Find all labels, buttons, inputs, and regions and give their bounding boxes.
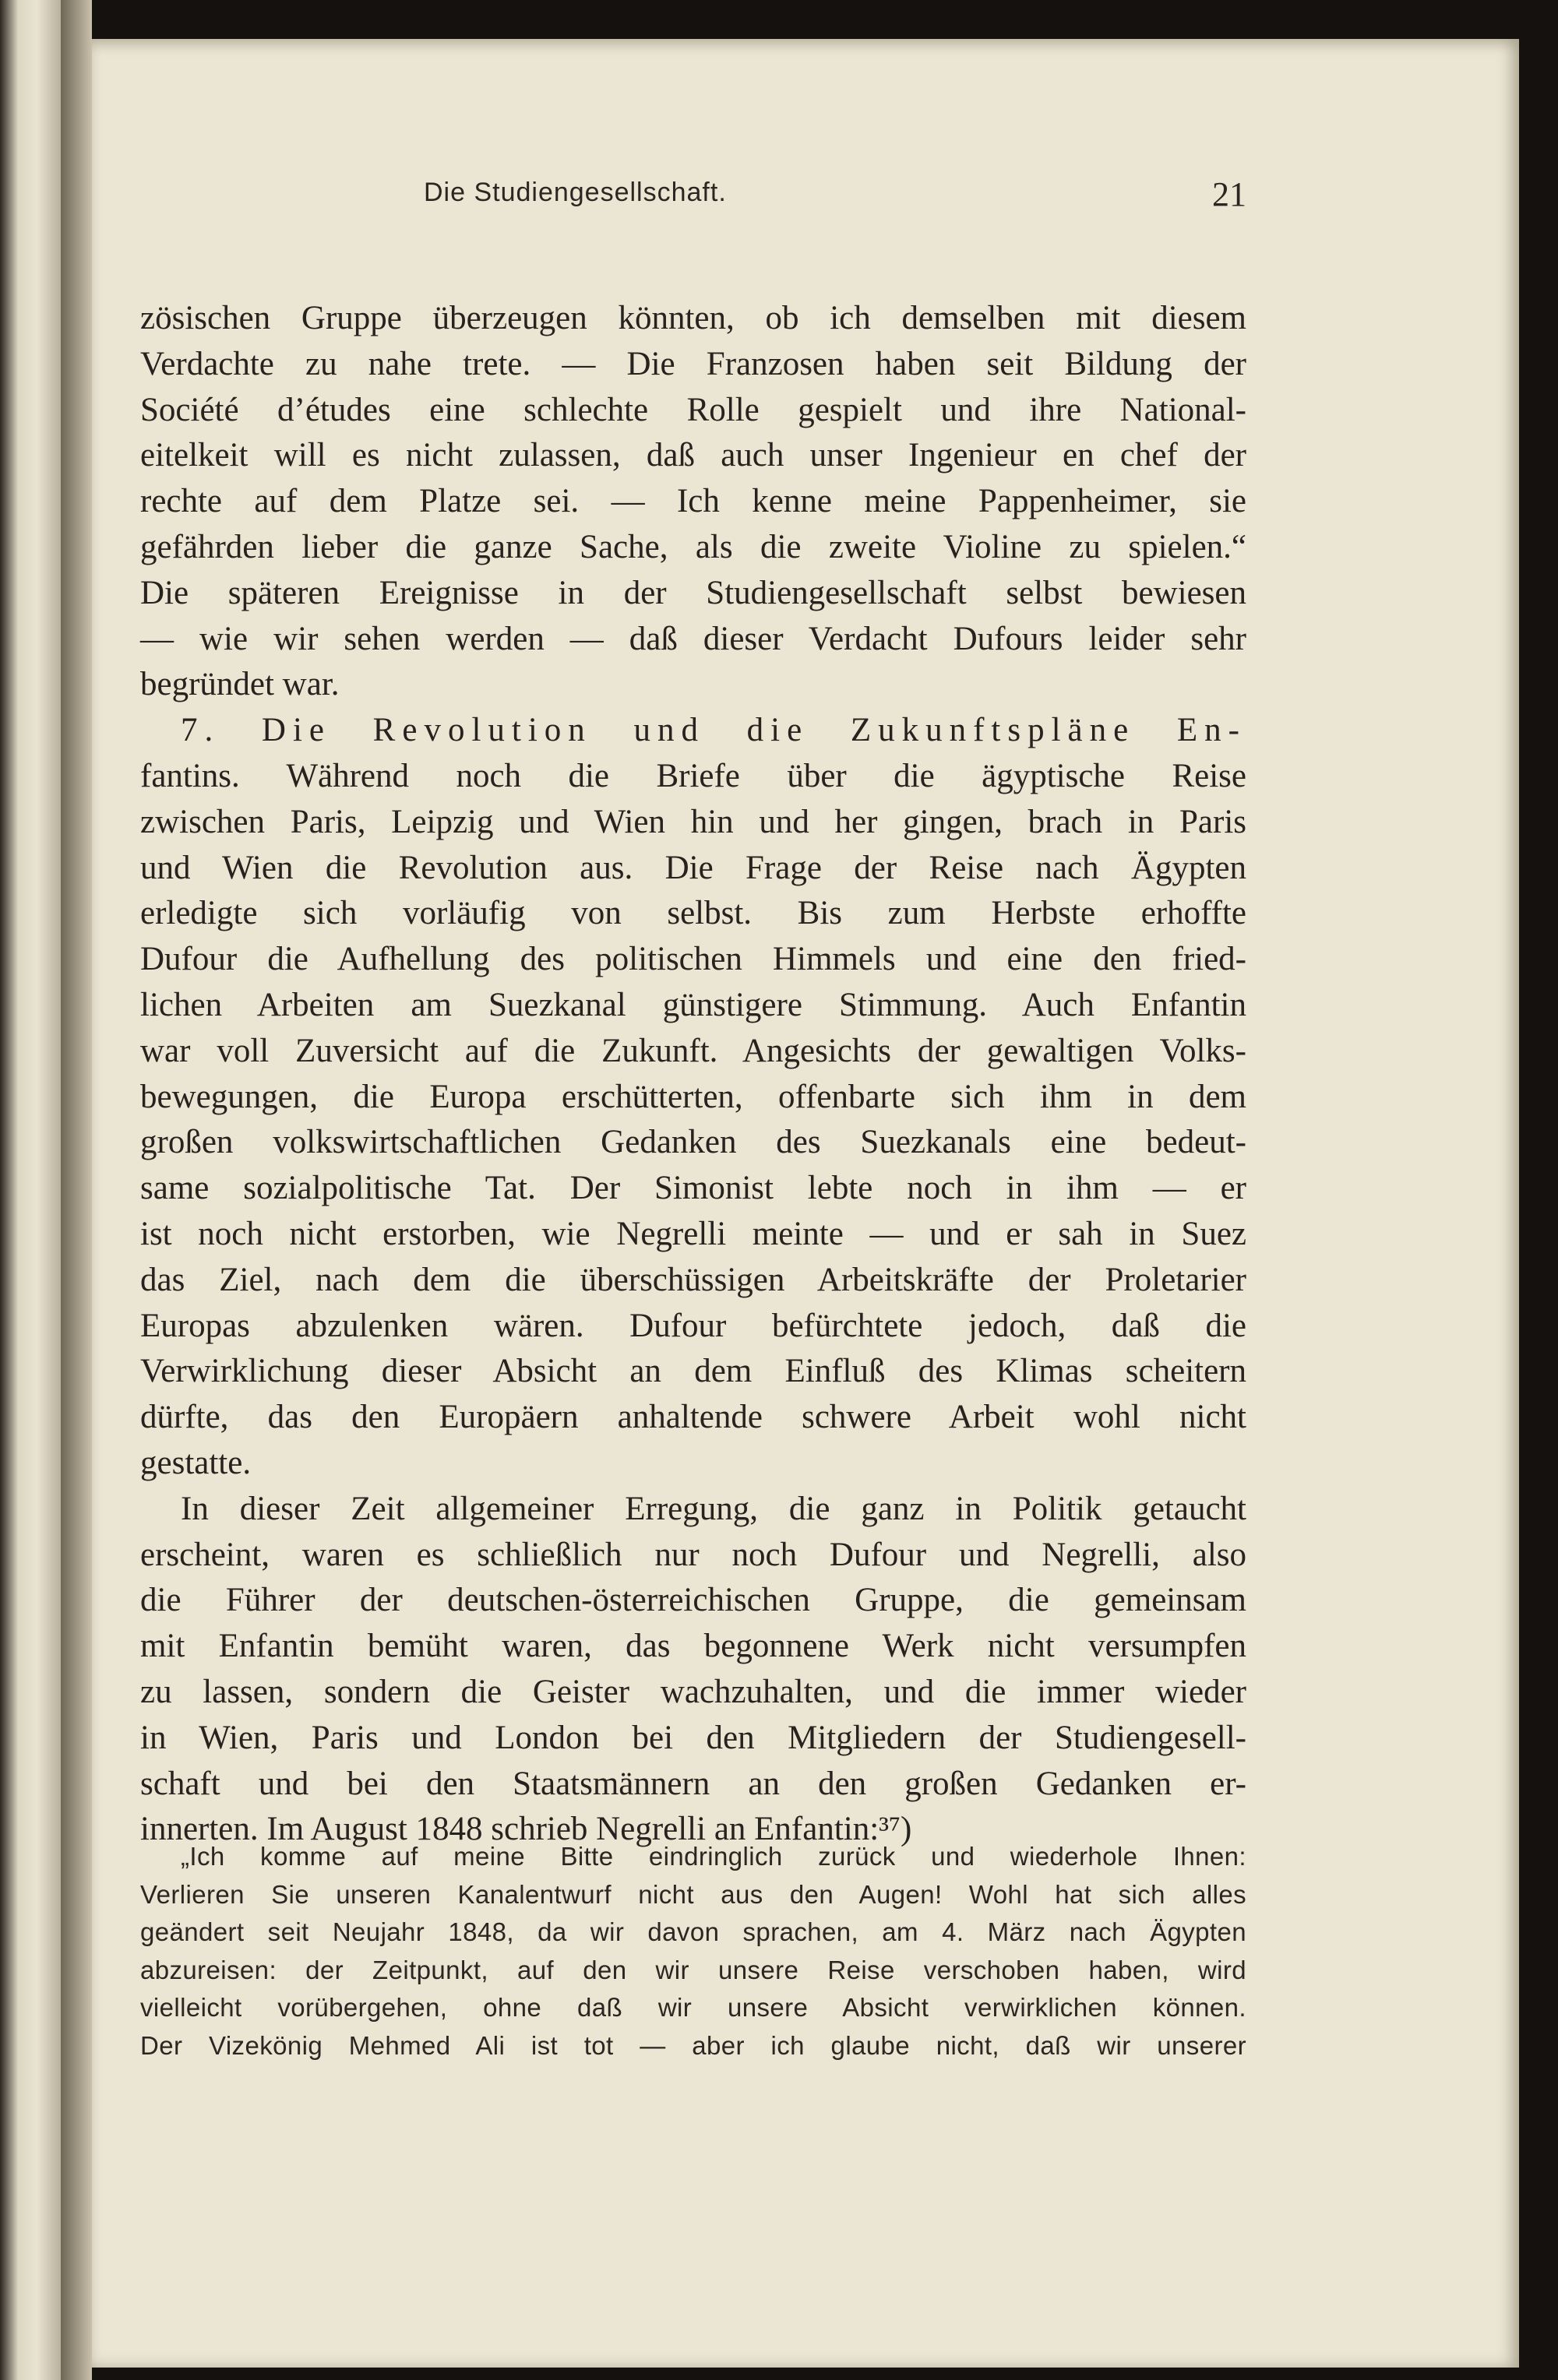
quote-line: vielleicht vorübergehen, ohne daß wir unsere Absicht verwirklichen können. bbox=[140, 1993, 1246, 2023]
text-line: und Wien die Revolution aus. Die Frage der Reise nach Ägypten bbox=[140, 849, 1246, 886]
text-line: schaft und bei den Staatsmännern an den großen Gedanken er- bbox=[140, 1765, 1246, 1802]
text-line: zu lassen, sondern die Geister wachzuhalten, und die immer wieder bbox=[140, 1673, 1246, 1710]
text-line: erledigte sich vorläufig von selbst. Bis zum Herbste erhoffte bbox=[140, 895, 1246, 932]
quote-line: abzureisen: der Zeitpunkt, auf den wir unsere Reise verschoben haben, wird bbox=[140, 1955, 1246, 1984]
text-line: Verdachte zu nahe trete. — Die Franzosen haben seit Bildung der bbox=[140, 345, 1246, 382]
text-line: — wie wir sehen werden — daß dieser Verdacht Dufours leider sehr bbox=[140, 620, 1246, 657]
text-line: in Wien, Paris und London bei den Mitgliedern der Studiengesell- bbox=[140, 1719, 1246, 1756]
previous-page-edge bbox=[0, 0, 61, 2380]
text-line: großen volkswirtschaftlichen Gedanken des Suezkanals eine bedeut- bbox=[140, 1124, 1246, 1161]
text-line: gestatte. bbox=[140, 1444, 252, 1481]
text-line: war voll Zuversicht auf die Zukunft. Angesichts der gewaltigen Volks- bbox=[140, 1032, 1246, 1069]
text-line: innerten. Im August 1848 schrieb Negrelli an Enfantin:³⁷) bbox=[140, 1811, 912, 1848]
text-line: lichen Arbeiten am Suezkanal günstigere Stimmung. Auch Enfantin bbox=[140, 986, 1246, 1023]
letter-quote bbox=[140, 1838, 1246, 2065]
section-heading-line: 7. Die Revolution und die Zukunftspläne En- bbox=[181, 712, 1246, 749]
text-line: gefährden lieber die ganze Sache, als die zweite Violine zu spielen.“ bbox=[140, 528, 1246, 565]
text-line: das Ziel, nach dem die überschüssigen Arbeitskräfte der Proletarier bbox=[140, 1261, 1246, 1298]
text-line: In dieser Zeit allgemeiner Erregung, die ganz in Politik getaucht bbox=[181, 1490, 1246, 1527]
quote-line: geändert seit Neujahr 1848, da wir davon sprachen, am 4. März nach Ägypten bbox=[140, 1917, 1246, 1947]
text-line: Dufour die Aufhellung des politischen Himmels und eine den fried- bbox=[140, 941, 1246, 978]
running-head: Die Studiengesellschaft. bbox=[424, 178, 727, 207]
text-line: same sozialpolitische Tat. Der Simonist lebte noch in ihm — er bbox=[140, 1170, 1246, 1207]
text-line: rechte auf dem Platze sei. — Ich kenne meine Pappenheimer, sie bbox=[140, 483, 1246, 520]
page-header bbox=[140, 175, 1246, 232]
text-line: Die späteren Ereignisse in der Studiengesellschaft selbst bewiesen bbox=[140, 574, 1246, 611]
text-line: die Führer der deutschen-österreichischen Gruppe, die gemeinsam bbox=[140, 1582, 1246, 1619]
text-line: fantins. Während noch die Briefe über die ägyptische Reise bbox=[140, 757, 1246, 794]
text-line: Europas abzulenken wären. Dufour befürchtete jedoch, daß die bbox=[140, 1307, 1246, 1344]
text-line: Société d’études eine schlechte Rolle gespielt und ihre National- bbox=[140, 391, 1246, 428]
quote-line: „Ich komme auf meine Bitte eindringlich zurück und wiederhole Ihnen: bbox=[181, 1842, 1246, 1871]
text-line: begründet war. bbox=[140, 666, 340, 703]
quote-line: Verlieren Sie unseren Kanalentwurf nicht aus den Augen! Wohl hat sich alles bbox=[140, 1879, 1246, 1909]
text-line: ist noch nicht erstorben, wie Negrelli meinte — und er sah in Suez bbox=[140, 1215, 1246, 1252]
page-number: 21 bbox=[1212, 175, 1246, 213]
book-gutter bbox=[61, 0, 92, 2380]
text-line: erscheint, waren es schließlich nur noch Dufour und Negrelli, also bbox=[140, 1536, 1246, 1573]
text-line: Verwirklichung dieser Absicht an dem Einfluß des Klimas scheitern bbox=[140, 1353, 1246, 1390]
text-line: zösischen Gruppe überzeugen könnten, ob ich demselben mit diesem bbox=[140, 300, 1246, 336]
text-line: mit Enfantin bemüht waren, das begonnene Werk nicht versumpfen bbox=[140, 1628, 1246, 1665]
text-line: eitelkeit will es nicht zulassen, daß auch unser Ingenieur en chef der bbox=[140, 437, 1246, 474]
text-line: bewegungen, die Europa erschütterten, offenbarte sich ihm in dem bbox=[140, 1078, 1246, 1115]
quote-line: Der Vizekönig Mehmed Ali ist tot — aber ich glaube nicht, daß wir unserer bbox=[140, 2030, 1246, 2060]
text-line: dürfte, das den Europäern anhaltende schwere Arbeit wohl nicht bbox=[140, 1399, 1246, 1436]
text-line: zwischen Paris, Leipzig und Wien hin und her gingen, brach in Paris bbox=[140, 803, 1246, 840]
body-text bbox=[140, 296, 1246, 1853]
